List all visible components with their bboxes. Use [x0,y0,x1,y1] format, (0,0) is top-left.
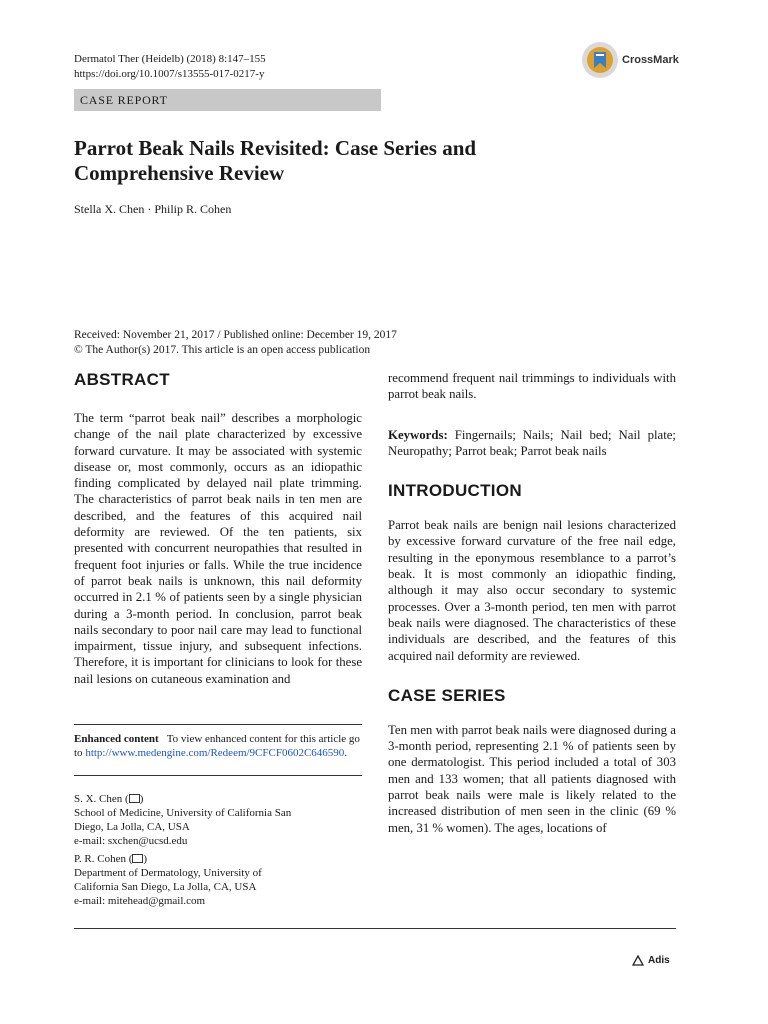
abstract-heading: ABSTRACT [74,370,170,389]
article-type-band [74,89,381,111]
abstract-continuation: recommend frequent nail trimmings to individuals with parrot beak nails. [388,371,676,402]
affiliation-email[interactable]: e-mail: sxchen@ucsd.edu [74,835,188,847]
keywords [388,427,676,460]
publisher-logo [632,955,670,966]
case-series-text: Ten men with parrot beak nails were diagnosed during a 3-month period, representing 2.1 % of patients seen by one dermatologist. This period included a total of 303 men and 133 women; that all patients diagnosed with parrot beak nails were male is likely related to the increased distribution of men seen in the clinic (69 % men, 31 % women). The ages, locations of [388,722,676,835]
keywords-text: Fingernails; Nails; Nail bed; Nail plate; Neuropathy; Parrot beak; Parrot beak nails [388,427,676,458]
publisher-name: Adis [648,955,670,966]
enhanced-content-period: . [344,747,348,759]
affiliation-name: S. X. Chen ( [74,793,129,805]
copyright: © The Author(s) 2017. This article is an open access publication [74,344,371,356]
enhanced-content-note [74,732,364,760]
adis-logo-icon [632,955,644,966]
envelope-icon [132,854,143,863]
crossmark-badge[interactable] [582,42,679,78]
received-date: Received: November 21, 2017 / Published online: December 19, 2017 [74,329,397,341]
enhanced-content-label: Enhanced content [74,733,159,745]
article-type: CASE REPORT [80,93,168,107]
envelope-icon [129,794,140,803]
affiliation-email[interactable]: e-mail: mitehead@gmail.com [74,895,206,907]
affiliation-divider [74,775,362,776]
affiliation-line: Diego, La Jolla, CA, USA [74,821,190,833]
affiliation-line: Department of Dermatology, University of [74,867,262,879]
journal-citation: Dermatol Ther (Heidelb) (2018) 8:147–155 [74,53,266,65]
introduction-text: Parrot beak nails are benign nail lesions characterized by excessive forward curvature of the free nail edge, resulting in the eponymous resemblance to a parrot’s beak. It is most commonly an idiopathic finding, although it may also occur secondary to systemic processes. Over a 3-month period, ten men with parrot beak nails were diagnosed. The characteristics of these individuals are described, and the features of this acquired nail deformity are reviewed. [388,518,676,663]
introduction-heading: INTRODUCTION [388,481,522,501]
enhanced-content-text: To view enhanced content for this article go to [74,733,360,759]
affiliation-close: ) [143,853,148,865]
journal-meta [74,52,266,82]
doi-link[interactable]: https://doi.org/10.1007/s13555-017-0217-y [74,68,265,80]
case-series-heading: CASE SERIES [388,685,506,705]
left-column [74,370,362,687]
affiliation-line: School of Medicine, University of California San [74,807,292,819]
enhanced-content-link[interactable]: http://www.medengine.com/Redeem/9CFCF0602C646590 [85,747,345,759]
affiliation-name: P. R. Cohen ( [74,853,133,865]
affiliation-close: ) [139,793,144,805]
keywords-label: Keywords: [388,427,448,442]
crossmark-icon [582,42,618,78]
affiliation-line: California San Diego, La Jolla, CA, USA [74,881,257,893]
page-footer-divider [74,928,676,929]
footnote-divider [74,724,362,725]
article-title: Parrot Beak Nails Revisited: Case Series and Comprehensive Review [74,136,477,185]
affiliation-chen [74,792,364,848]
abstract-text: The term “parrot beak nail” describes a morphologic change of the nail plate characterized by excessive forward curvature. It may be associated with systemic disease or, most commonly, occurs as an idiopathic finding complicated by delayed nail plate trimming. The characteristics of parrot beak nails in ten men are described, and the features of this acquired nail deformity are reviewed. Of the ten patients, six presented with concurrent neuropathies that resulted in frequent foot injuries or falls. While the true incidence of parrot beak nails is unknown, this nail deformity occurred in 2.1 % of patients seen by a single physician during a 3-month period. In conclusion, parrot beak nails secondary to poor nail care may lead to functional impairment, tissue injury, and subsequent infections. Therefore, it is important for clinicians to look for these nail lesions on cutaneous examination and [74,411,362,686]
crossmark-label: CrossMark [622,54,679,66]
authors: Stella X. Chen · Philip R. Cohen [74,202,232,216]
publication-history [74,328,397,358]
affiliation-cohen [74,852,364,908]
right-column [388,370,676,836]
